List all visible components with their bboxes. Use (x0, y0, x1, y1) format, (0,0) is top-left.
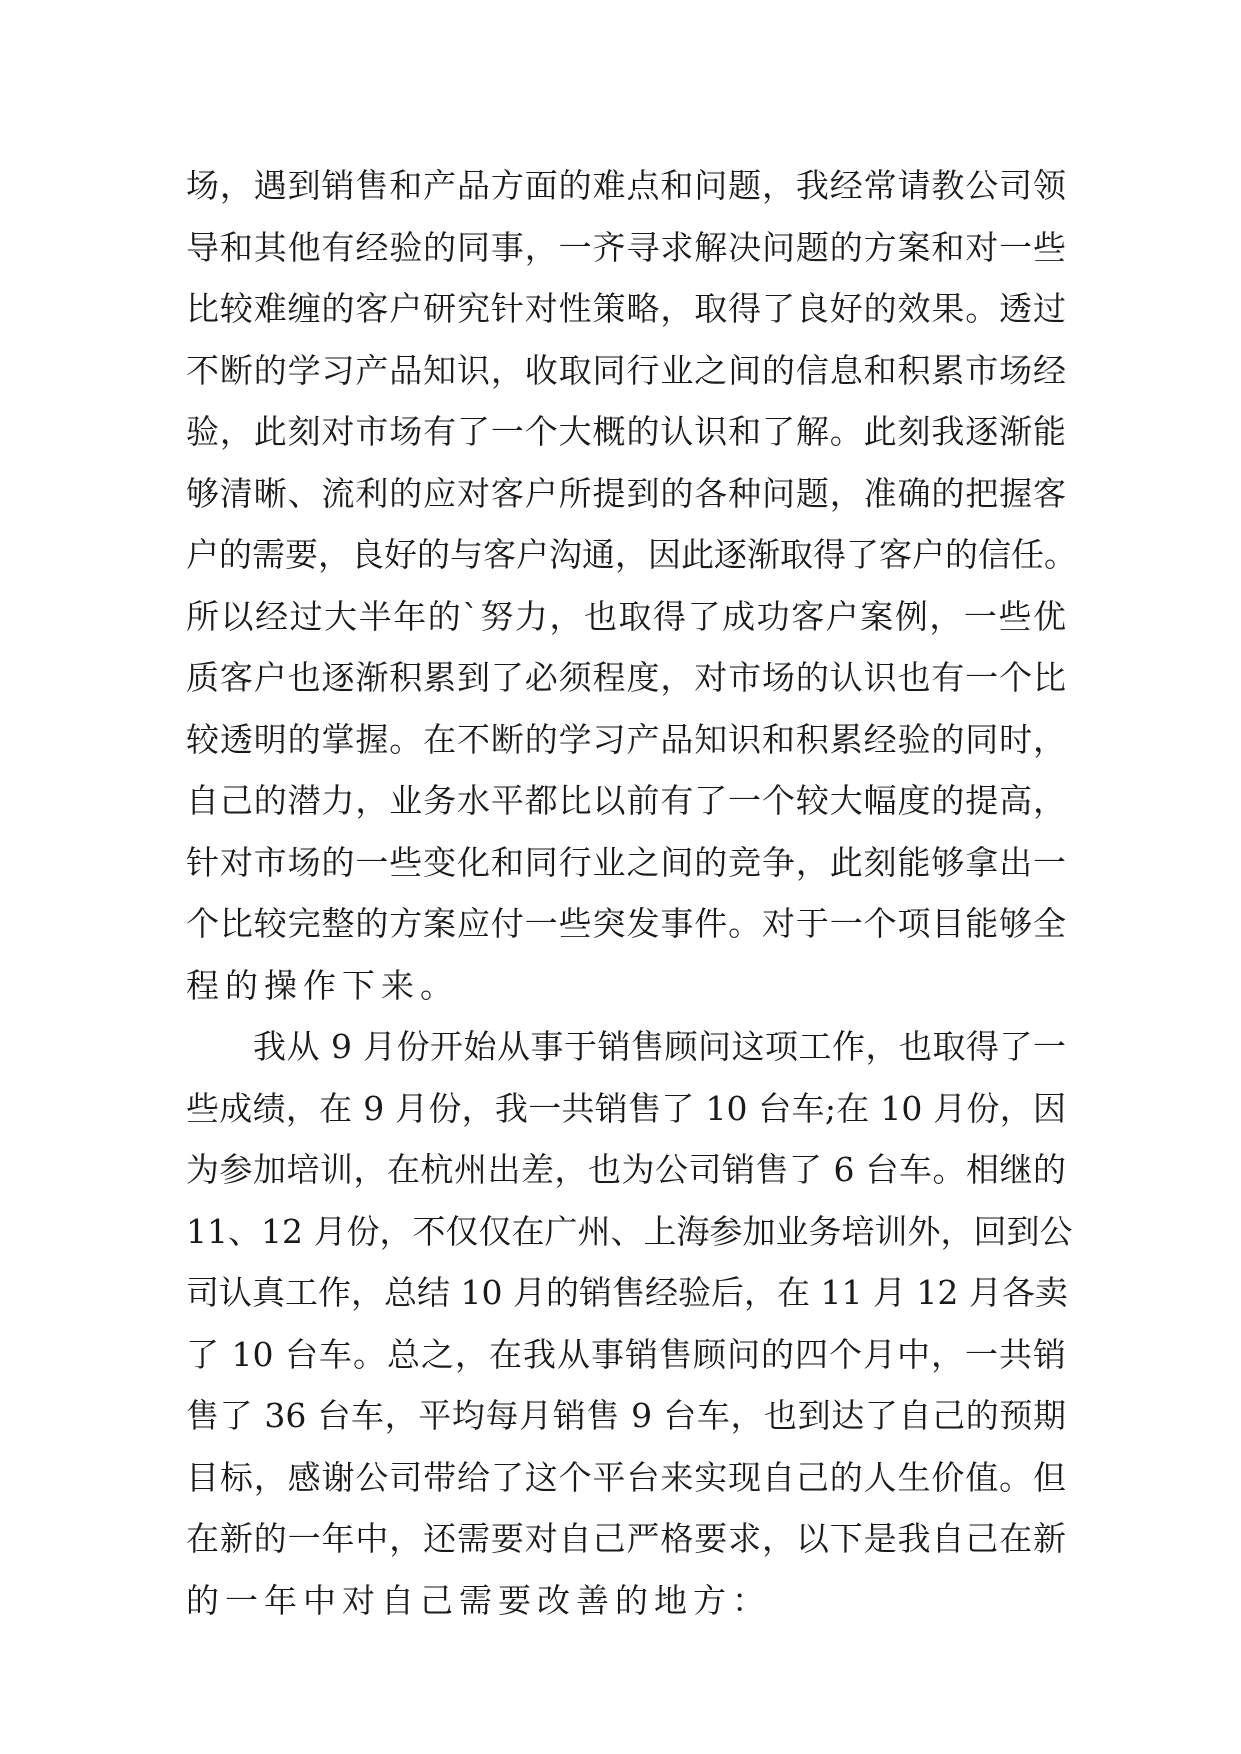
text-line: 个比较完整的方案应付一些突发事件。对于一个项目能够全 (186, 904, 1066, 943)
text-line: 所以经过大半年的`努力，也取得了成功客户案例，一些优 (186, 596, 1066, 636)
text-line: 比较难缠的客户研究针对性策略，取得了良好的效果。透过 (186, 289, 1066, 328)
text-line: 导和其他有经验的同事，一齐寻求解决问题的方案和对一些 (186, 227, 1066, 267)
text-line: 了 10 台车。总之，在我从事销售顾问的四个月中，一共销 (186, 1334, 1066, 1374)
text-line: 目标，感谢公司带给了这个平台来实现自己的人生价值。但 (186, 1457, 1066, 1497)
text-line: 售了 36 台车，平均每月销售 9 台车，也到达了自己的预期 (186, 1396, 1066, 1435)
text-line: 11、12 月份，不仅仅在广州、上海参加业务培训外，回到公 (186, 1211, 1073, 1251)
paragraph-end-line: 程的操作下来。 (186, 965, 459, 1005)
text-line: 针对市场的一些变化和同行业之间的竞争，此刻能够拿出一 (186, 842, 1066, 882)
paragraph-end-line: 的一年中对自己需要改善的地方： (186, 1580, 771, 1620)
text-line: 够清晰、流利的应对客户所提到的各种问题，准确的把握客 (186, 473, 1066, 513)
text-line: 验，此刻对市场有了一个大概的认识和了解。此刻我逐渐能 (186, 412, 1066, 451)
text-line: 场，遇到销售和产品方面的难点和问题，我经常请教公司领 (186, 166, 1066, 205)
text-line: 自己的潜力，业务水平都比以前有了一个较大幅度的提高， (186, 781, 1066, 820)
text-line: 为参加培训，在杭州出差，也为公司销售了 6 台车。相继的 (186, 1150, 1066, 1189)
text-line: 较透明的掌握。在不断的学习产品知识和积累经验的同时， (186, 719, 1066, 759)
text-line: 户的需要，良好的与客户沟通，因此逐渐取得了客户的信任。 (186, 535, 1077, 574)
text-line: 司认真工作，总结 10 月的销售经验后，在 11 月 12 月各卖 (186, 1273, 1068, 1312)
body-text (186, 155, 1077, 1631)
text-line: 些成绩，在 9 月份，我一共销售了 10 台车;在 10 月份，因 (186, 1088, 1066, 1128)
text-line: 质客户也逐渐积累到了必须程度，对市场的认识也有一个比 (186, 658, 1066, 697)
text-line: 不断的学习产品知识，收取同行业之间的信息和积累市场经 (186, 350, 1066, 390)
text-line: 在新的一年中，还需要对自己严格要求，以下是我自己在新 (186, 1519, 1066, 1558)
paragraph-start-line: 我从 9 月份开始从事于销售顾问这项工作，也取得了一 (186, 1027, 1066, 1066)
